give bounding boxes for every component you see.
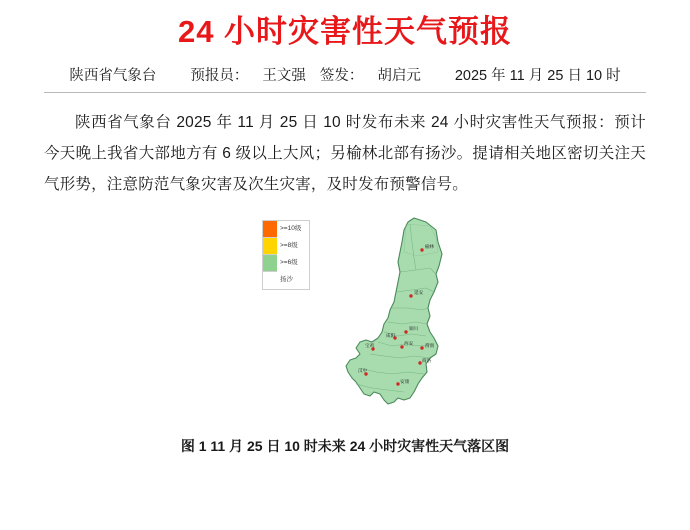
city-label-yanan: 延安 xyxy=(414,290,424,295)
shaanxi-map xyxy=(326,208,466,430)
city-label-xianyang: 咸阳 xyxy=(386,333,396,338)
figure-caption: 图 1 11 月 25 日 10 时未来 24 小时灾害性天气落区图 xyxy=(180,438,510,454)
legend-swatch-level8 xyxy=(263,238,277,255)
map-legend xyxy=(262,220,310,290)
city-dot-yanan xyxy=(409,294,412,297)
city-label-tongchuan: 铜川 xyxy=(409,326,419,331)
city-label-hanzhong: 汉中 xyxy=(358,368,368,373)
city-dot-weinan xyxy=(420,346,423,349)
legend-swatch-sand xyxy=(263,272,277,289)
byline-agency: 陕西省气象台 xyxy=(69,68,157,84)
byline-forecaster-name: 王文强 xyxy=(262,68,306,84)
legend-item xyxy=(263,272,309,289)
byline-forecaster-label: 预报员： xyxy=(190,68,249,84)
legend-label-level8: >=8级 xyxy=(280,242,298,250)
page-title: 24 小时灾害性天气预报 xyxy=(177,14,513,49)
city-label-yulin: 榆林 xyxy=(425,244,435,249)
city-label-weinan: 渭南 xyxy=(425,343,435,348)
legend-swatch-level10 xyxy=(263,221,277,238)
city-label-ankang: 安康 xyxy=(400,379,410,384)
byline-signer-name: 胡启元 xyxy=(377,68,421,84)
legend-swatch-level6 xyxy=(263,255,277,272)
forecast-body-text: 陕西省气象台 2025 年 11 月 25 日 10 时发布未来 24 小时灾害性天气预报：预计今天晚上我省大部地方有 6 级以上大风；另榆林北部有扬沙。提请相关地区密切关注天气形势，注意防范气象灾害及次生灾害，及时发布预警信号。 xyxy=(44,114,646,193)
legend-label-level6: >=6级 xyxy=(280,259,298,267)
city-dot-yulin xyxy=(420,248,423,251)
city-dot-tongchuan xyxy=(404,330,407,333)
city-label-xian: 西安 xyxy=(404,341,414,346)
legend-label-sand: 扬沙 xyxy=(280,276,293,284)
legend-item xyxy=(263,255,309,272)
byline-signer-label: 签发： xyxy=(319,68,364,84)
legend-label-level10: >=10级 xyxy=(280,225,302,233)
city-label-shangluo: 商洛 xyxy=(422,358,432,363)
byline-datetime: 2025 年 11 月 25 日 10 时 xyxy=(454,68,621,84)
legend-item xyxy=(263,238,309,255)
byline xyxy=(44,64,646,93)
figure-area xyxy=(44,208,646,454)
city-label-baoji: 宝鸡 xyxy=(365,343,375,348)
document-page xyxy=(0,10,690,530)
legend-item xyxy=(263,221,309,238)
